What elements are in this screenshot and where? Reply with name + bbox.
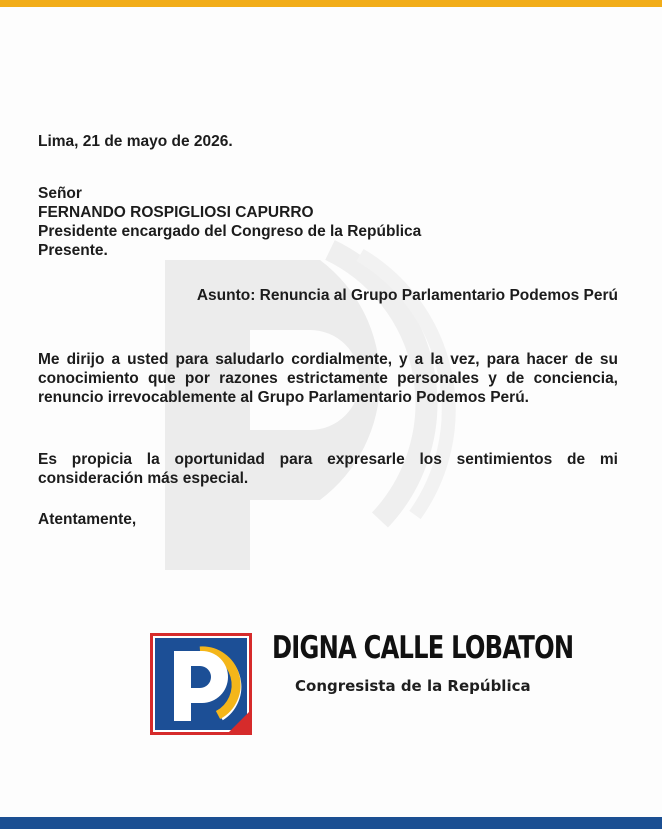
bottom-accent-bar <box>0 817 662 829</box>
watermark-logo-icon <box>130 230 510 590</box>
signatory-title: Congresista de la República <box>295 677 531 695</box>
recipient-salutation: Señor <box>38 185 82 202</box>
letter-date: Lima, 21 de mayo de 2026. <box>38 133 233 150</box>
subject-text: Renuncia al Grupo Parlamentario Podemos Perú <box>259 287 618 304</box>
subject-line <box>38 286 618 305</box>
subject-label: Asunto: <box>196 287 256 304</box>
recipient-block <box>38 184 618 260</box>
body-paragraph-2: Es propicia la oportunidad para expresarle los sentimientos de mi consideración más especial. <box>38 451 618 487</box>
signatory-name: DIGNA CALLE LOBATON <box>272 630 574 666</box>
closing-line: Atentamente, <box>38 511 137 528</box>
top-accent-bar <box>0 0 662 7</box>
body-paragraph-1: Me dirijo a usted para saludarlo cordialmente, y a la vez, para hacer de su conocimiento que por razones estrictamente personales y de conciencia, renuncio irrevocablemente al Grupo Parlamentario Podemos Perú. <box>38 351 618 406</box>
recipient-position: Presidente encargado del Congreso de la República <box>38 223 422 240</box>
podemos-peru-logo-icon <box>150 633 252 735</box>
recipient-presente: Presente. <box>38 242 108 259</box>
recipient-name: FERNANDO ROSPIGLIOSI CAPURRO <box>38 204 314 221</box>
